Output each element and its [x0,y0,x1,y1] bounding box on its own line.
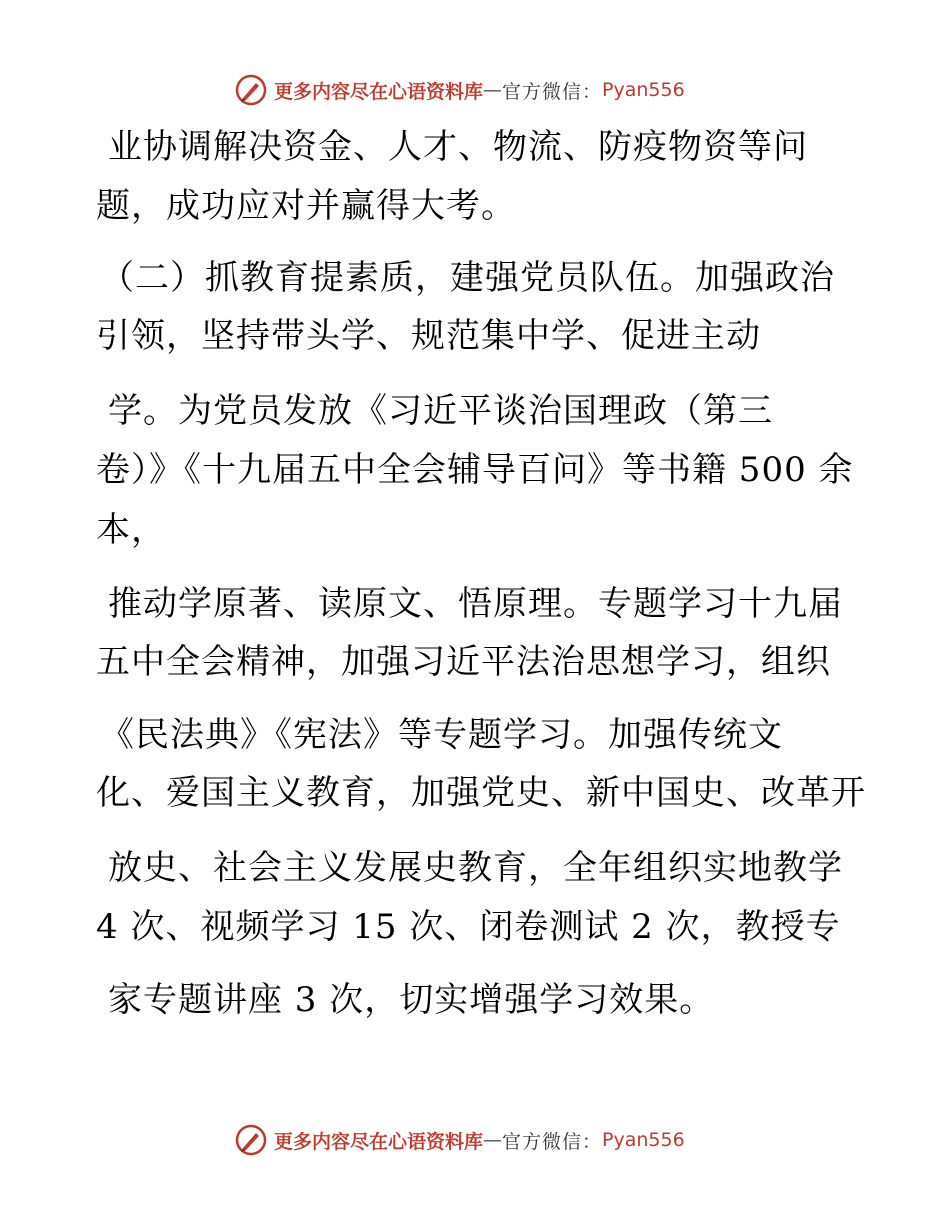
body-line: 业协调解决资金、人才、物流、防疫物资等问 [108,127,808,167]
watermark-separator: — [483,1129,503,1151]
watermark-wechat-id: Pyan556 [602,1129,685,1151]
body-line: 放史、社会主义发展史教育，全年组织实地教学 [108,848,843,888]
footer-watermark [234,1122,685,1158]
body-line: 家专题讲座 3 次，切实增强学习效果。 [108,980,715,1020]
body-line: 题，成功应对并赢得大考。 [96,186,516,226]
body-line: 化、爱国主义教育，加强党史、新中国史、改革开 [96,773,866,813]
body-line: 本， [96,510,166,550]
body-line: 引领，坚持带头学、规范集中学、促进主动 [96,316,761,356]
body-line: 推动学原著、读原文、悟原理。专题学习十九届 [108,584,843,624]
body-line: 五中全会精神，加强习近平法治思想学习，组织 [96,642,831,682]
watermark-wechat-label: 官方微信： [502,80,603,103]
body-line: 4 次、视频学习 15 次、闭卷测试 2 次，教授专 [96,907,841,947]
body-line: 学。为党员发放《习近平谈治国理政（第三 [108,391,773,431]
watermark-brand: 更多内容尽在心语资料库 [274,1130,484,1153]
watermark-brand: 更多内容尽在心语资料库 [274,80,484,103]
watermark-separator: — [483,79,503,101]
body-line: 卷）》《十九届五中全会辅导百问》等书籍 500 余 [96,450,854,490]
pen-logo-icon [234,73,268,107]
watermark-wechat-id: Pyan556 [602,79,685,101]
header-watermark [234,72,685,108]
pen-logo-icon [234,1123,268,1157]
watermark-wechat-label: 官方微信： [502,1130,603,1153]
body-line: （二）抓教育提素质，建强党员队伍。加强政治 [100,258,835,298]
body-line: 《民法典》《宪法》等专题学习。加强传统文 [100,715,783,755]
